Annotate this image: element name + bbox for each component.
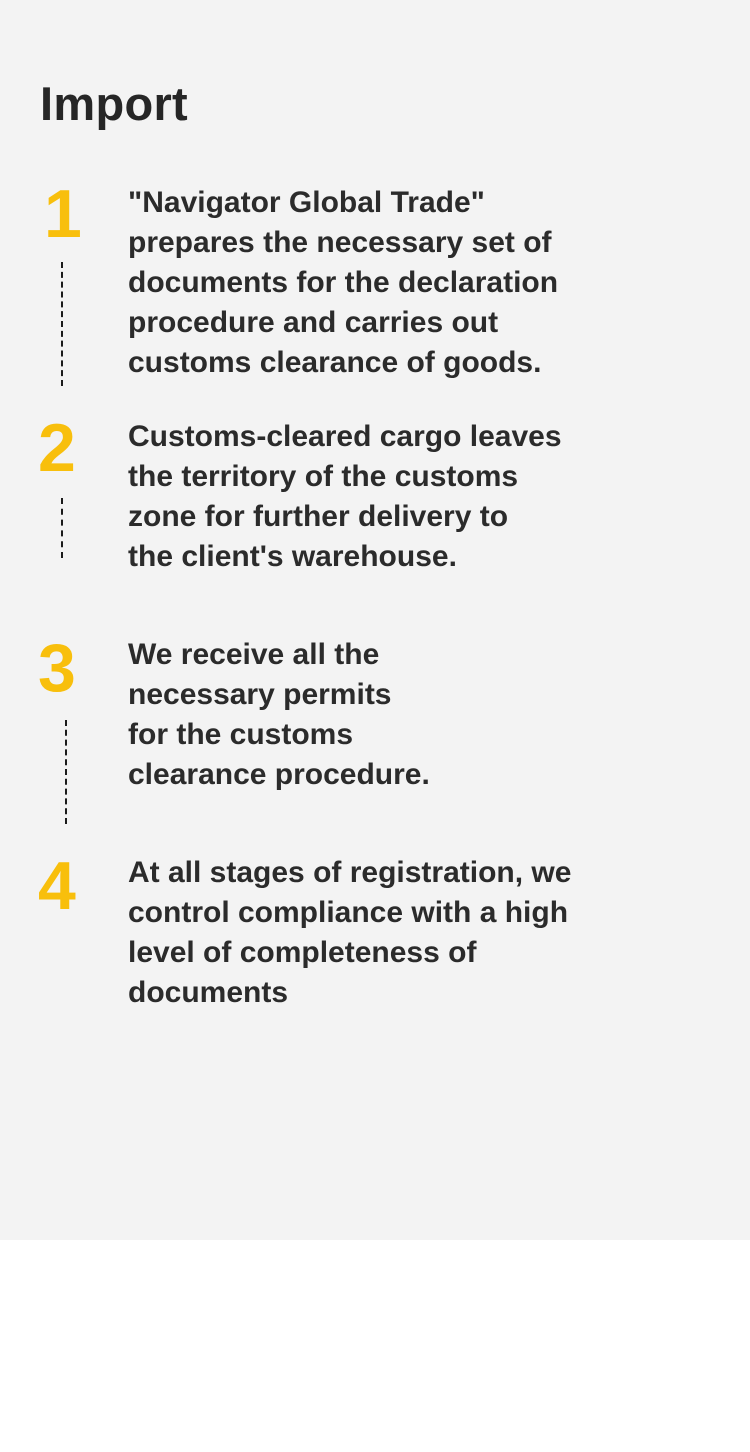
step-connector-line-3 bbox=[65, 720, 67, 824]
section-title: Import bbox=[40, 77, 189, 130]
step-description-4: At all stages of registration, we control compliance with a high level of completeness of documents bbox=[128, 856, 572, 1009]
step-connector-line-2 bbox=[61, 498, 63, 558]
step-number-2: 2 bbox=[38, 410, 76, 486]
step-connector-line-1 bbox=[61, 262, 63, 386]
step-description-3: We receive all the necessary permits for the customs clearance procedure. bbox=[128, 638, 430, 791]
step-description-1: "Navigator Global Trade" prepares the necessary set of documents for the declaration procedure and carries out customs clearance of goods. bbox=[128, 186, 559, 379]
step-description-2: Customs-cleared cargo leaves the territory of the customs zone for further delivery to the client's warehouse. bbox=[128, 420, 562, 573]
step-number-1: 1 bbox=[44, 176, 82, 252]
step-number-4: 4 bbox=[38, 848, 76, 924]
step-number-3: 3 bbox=[38, 630, 76, 706]
